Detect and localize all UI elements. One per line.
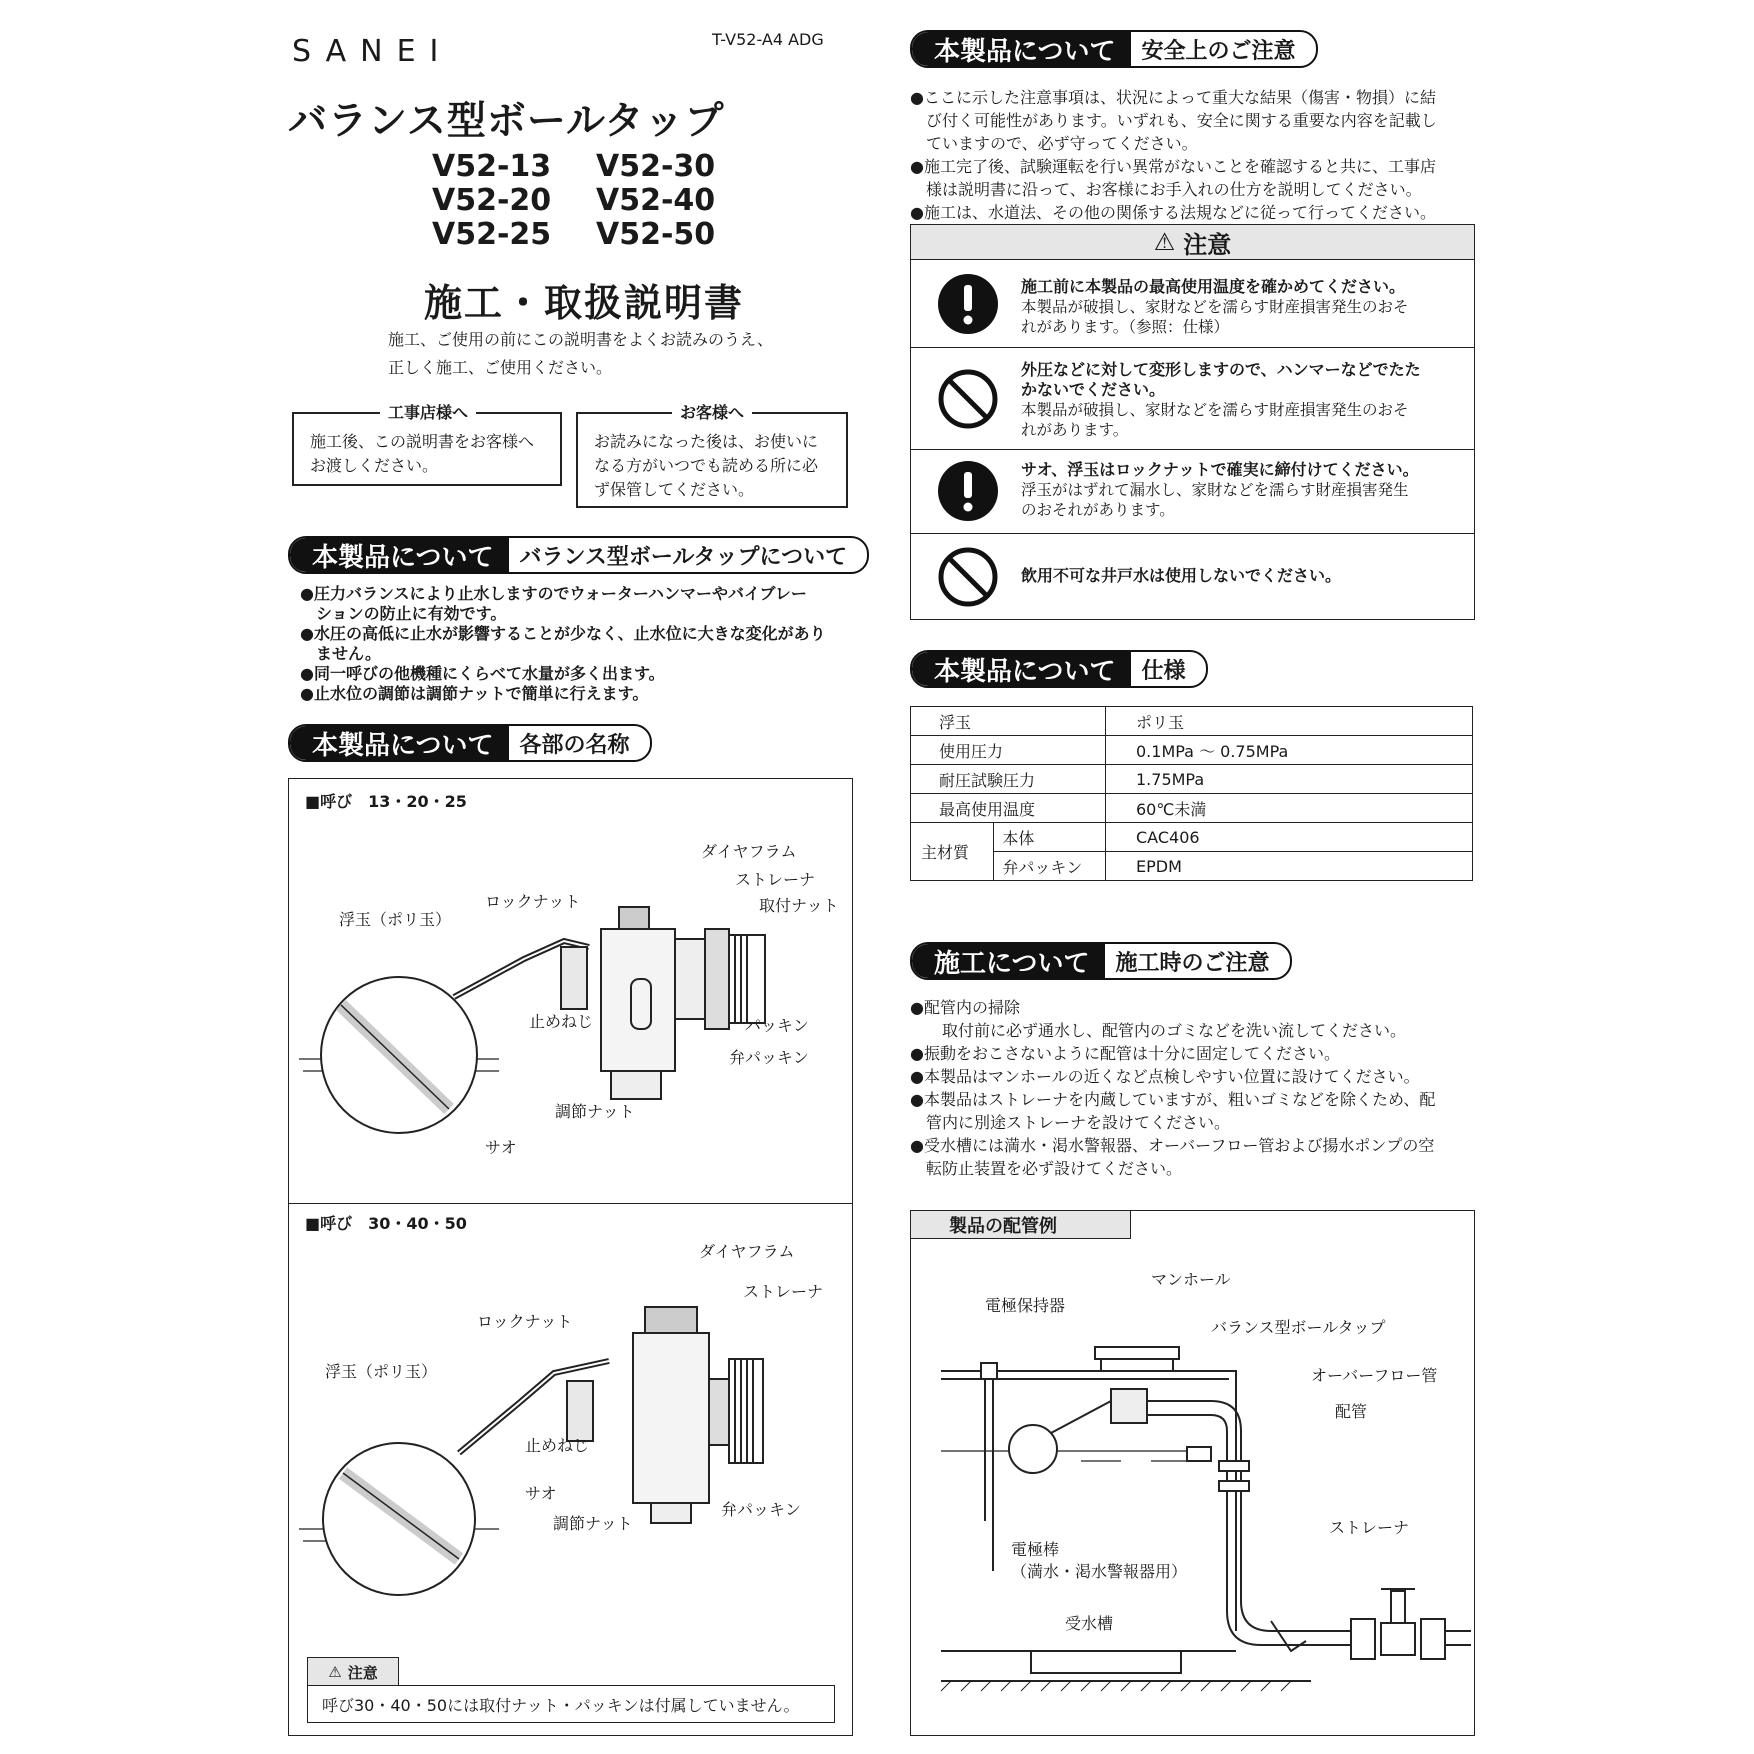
table-row: [911, 707, 1473, 736]
model-number: V52-13: [432, 149, 552, 184]
label-float: 浮玉（ポリ玉）: [325, 1362, 438, 1381]
label-tank: 受水槽: [1065, 1614, 1114, 1633]
label-rod: サオ: [525, 1484, 557, 1503]
section-title: 仕様: [1141, 658, 1186, 684]
note-tab: [307, 1657, 399, 1686]
contractor-notice: [292, 403, 562, 486]
caution-row: [911, 259, 1474, 347]
warning-triangle-icon: ⚠: [328, 1663, 342, 1681]
warning-triangle-icon: ⚠: [1153, 228, 1176, 256]
label-diaphragm: ダイヤフラム: [699, 1242, 795, 1261]
bullet-item: ●受水槽には満水・渇水警報器、オーバーフロー管および揚水ポンプの空 転防止装置を必ず設けてください。: [910, 1136, 1435, 1178]
contractor-notice-label: 工事店様へ: [380, 401, 476, 425]
label-stop-screw: 止めねじ: [525, 1436, 590, 1455]
label-strainer: ストレーナ: [735, 870, 816, 889]
table-row: [911, 765, 1473, 794]
notice-line: 施工後、この説明書をお客様へ: [310, 432, 535, 451]
section-header-about: [288, 536, 869, 574]
parts-diagram-frame: [288, 778, 853, 1736]
spec-table: [910, 706, 1473, 881]
section-header-install: [910, 942, 1292, 980]
label-valve-packing: 弁パッキン: [721, 1500, 801, 1519]
intro-text: [388, 326, 773, 382]
caution-text: 外圧などに対して変形しますので、ハンマーなどでたた かないでください。 本製品が破損し、家財などを濡らす財産損害発生のおそ れがあります。: [1021, 360, 1421, 439]
spec-value: ポリ玉: [1106, 707, 1473, 736]
label-float: 浮玉（ポリ玉）: [339, 910, 452, 929]
spec-value: 1.75MPa: [1106, 765, 1473, 794]
bullet-item: ●施工は、水道法、その他の関係する法規などに従って行ってください。: [910, 203, 1436, 222]
caution-row: [911, 449, 1474, 534]
exclamation-icon: [937, 273, 999, 335]
label-piping: 配管: [1335, 1402, 1368, 1421]
bullet-item: ●本製品はストレーナを内蔵していますが、粗いゴミなどを除くため、配 管内に別途ストレーナを設けてください。: [910, 1090, 1436, 1132]
bullet-item: ●同一呼びの他機種にくらべて水量が多く出ます。: [300, 664, 665, 683]
label-diaphragm: ダイヤフラム: [701, 842, 797, 861]
note-tab-label: 注意: [347, 1663, 378, 1682]
section-title: 施工時のご注意: [1115, 950, 1270, 976]
section-header-parts: [288, 724, 652, 762]
caution-text: 飲用不可な井戸水は使用しないでください。: [1021, 566, 1342, 585]
label-electrode: 電極棒: [1011, 1540, 1060, 1559]
safety-bullets: [910, 86, 1480, 224]
model-row: [432, 184, 760, 218]
spec-key: 耐圧試験圧力: [911, 765, 1106, 794]
label-stop-screw: 止めねじ: [529, 1012, 594, 1031]
section-header-spec: [910, 650, 1208, 688]
manual-title: 施工・取扱説明書: [424, 281, 745, 325]
model-row: [432, 218, 760, 252]
model-number: V52-50: [596, 217, 716, 252]
prohibited-icon: [937, 546, 999, 608]
section-title: バランス型ボールタップについて: [519, 544, 848, 570]
section-tab: 本製品について: [912, 652, 1131, 686]
bullet-item: ●配管内の掃除 取付前に必ず通水し、配管内のゴミなどを洗い流してください。: [910, 998, 1407, 1040]
label-strainer: ストレーナ: [1329, 1518, 1410, 1537]
label-strainer: ストレーナ: [743, 1282, 824, 1301]
label-mount-nut: 取付ナット: [759, 896, 839, 915]
model-number: V52-25: [432, 217, 552, 252]
customer-notice-label: お客様へ: [672, 401, 752, 425]
install-bullets: [910, 996, 1480, 1180]
intro-line: 正しく施工、ご使用ください。: [388, 358, 613, 377]
caution-row: [911, 347, 1474, 450]
label-locknut: ロックナット: [477, 1312, 573, 1331]
model-number: V52-40: [596, 183, 716, 218]
spec-value: 60℃未満: [1106, 794, 1473, 823]
bullet-item: ●止水位の調節は調節ナットで簡単に行えます。: [300, 684, 649, 703]
notice-line: なる方がいつでも読める所に必: [594, 456, 819, 475]
table-row: [911, 823, 1473, 852]
prohibited-icon: [937, 368, 999, 430]
bullet-item: ●施工完了後、試験運転を行い異常がないことを確認すると共に、工事店 様は説明書に沿って、お客様にお手入れの仕方を説明してください。: [910, 157, 1436, 199]
document-id: T-V52-A4 ADG: [712, 30, 824, 49]
about-bullets: [300, 584, 860, 704]
caution-text: 施工前に本製品の最高使用温度を確かめてください。 本製品が破損し、家財などを濡らす財産損害発生のおそ れがあります。（参照：仕様）: [1021, 277, 1409, 336]
bullet-item: ●振動をおこさないように配管は十分に固定してください。: [910, 1044, 1340, 1063]
customer-notice: [576, 403, 848, 508]
section-title: 安全上のご注意: [1141, 38, 1296, 64]
section-title: 各部の名称: [519, 732, 630, 758]
table-row: [911, 852, 1473, 881]
caution-text: サオ、浮玉はロックナットで確実に締付けてください。 浮玉がはずれて漏水し、家財などを濡らす財産損害発生 のおそれがあります。: [1021, 460, 1419, 519]
notice-line: お渡しください。: [310, 456, 439, 475]
spec-key: 本体: [994, 823, 1106, 852]
label-valve-packing: 弁パッキン: [729, 1048, 809, 1067]
piping-example-tab: 製品の配管例: [911, 1211, 1131, 1239]
spec-value: 0.1MPa ～ 0.75MPa: [1106, 736, 1473, 765]
table-row: [911, 794, 1473, 823]
piping-example-frame: [910, 1210, 1475, 1736]
label-locknut: ロックナット: [485, 892, 581, 911]
caution-box: [910, 224, 1475, 620]
spec-value: EPDM: [1106, 852, 1473, 881]
bullet-item: ●ここに示した注意事項は、状況によって重大な結果（傷害・物損）に結 び付く可能性があります。いずれも、安全に関する重要な内容を記載し ていますので、必ず守ってください。: [910, 88, 1437, 153]
note-text: 呼び30・40・50には取付ナット・パッキンは付属していません。: [307, 1685, 835, 1723]
notice-line: ず保管してください。: [594, 480, 755, 499]
exclamation-icon: [937, 460, 999, 522]
label-rod: サオ: [485, 1138, 517, 1157]
spec-value: CAC406: [1106, 823, 1473, 852]
model-row: [432, 150, 760, 184]
brand-logo: SANEI: [292, 34, 453, 69]
bullet-item: ●水圧の高低に止水が影響することが少なく、止水位に大きな変化があり ません。: [300, 624, 826, 663]
label-packing: パッキン: [745, 1016, 809, 1035]
label-overflow: オーバーフロー管: [1311, 1366, 1438, 1385]
caution-row: [911, 533, 1474, 618]
spec-key: 浮玉: [911, 707, 1106, 736]
caution-header: [911, 225, 1474, 260]
label-adjust-nut: 調節ナット: [553, 1514, 633, 1533]
model-number: V52-30: [596, 149, 716, 184]
product-title: バランス型ボールタップ: [288, 99, 725, 144]
section-tab: 本製品について: [290, 538, 509, 572]
diagram-heading: ■呼び 30・40・50: [305, 1214, 467, 1233]
label-manhole: マンホール: [1151, 1270, 1231, 1289]
label-electrode-sub: （満水・渇水警報器用）: [1011, 1562, 1188, 1581]
diagram-heading: ■呼び 13・20・25: [305, 792, 467, 811]
caution-title: 注意: [1183, 230, 1232, 259]
spec-key: 弁パッキン: [994, 852, 1106, 881]
label-balltap: バランス型ボールタップ: [1211, 1318, 1386, 1337]
spec-key: 最高使用温度: [911, 794, 1106, 823]
section-tab: 本製品について: [912, 32, 1131, 66]
spec-key: 主材質: [911, 823, 994, 881]
section-header-safety: [910, 30, 1318, 68]
intro-line: 施工、ご使用の前にこの説明書をよくお読みのうえ、: [388, 330, 773, 349]
model-number: V52-20: [432, 183, 552, 218]
bullet-item: ●本製品はマンホールの近くなど点検しやすい位置に設けてください。: [910, 1067, 1420, 1086]
model-list: [432, 150, 760, 252]
label-adjust-nut: 調節ナット: [555, 1102, 635, 1121]
ball-tap-drawing-large: [289, 1203, 852, 1623]
bullet-item: ●圧力バランスにより止水しますのでウォーターハンマーやバイブレー ションの防止に有効です。: [300, 584, 807, 623]
label-electrode-holder: 電極保持器: [985, 1296, 1066, 1315]
spec-key: 使用圧力: [911, 736, 1106, 765]
section-tab: 本製品について: [290, 726, 509, 760]
table-row: [911, 736, 1473, 765]
notice-line: お読みになった後は、お使いに: [594, 432, 819, 451]
section-tab: 施工について: [912, 944, 1105, 978]
